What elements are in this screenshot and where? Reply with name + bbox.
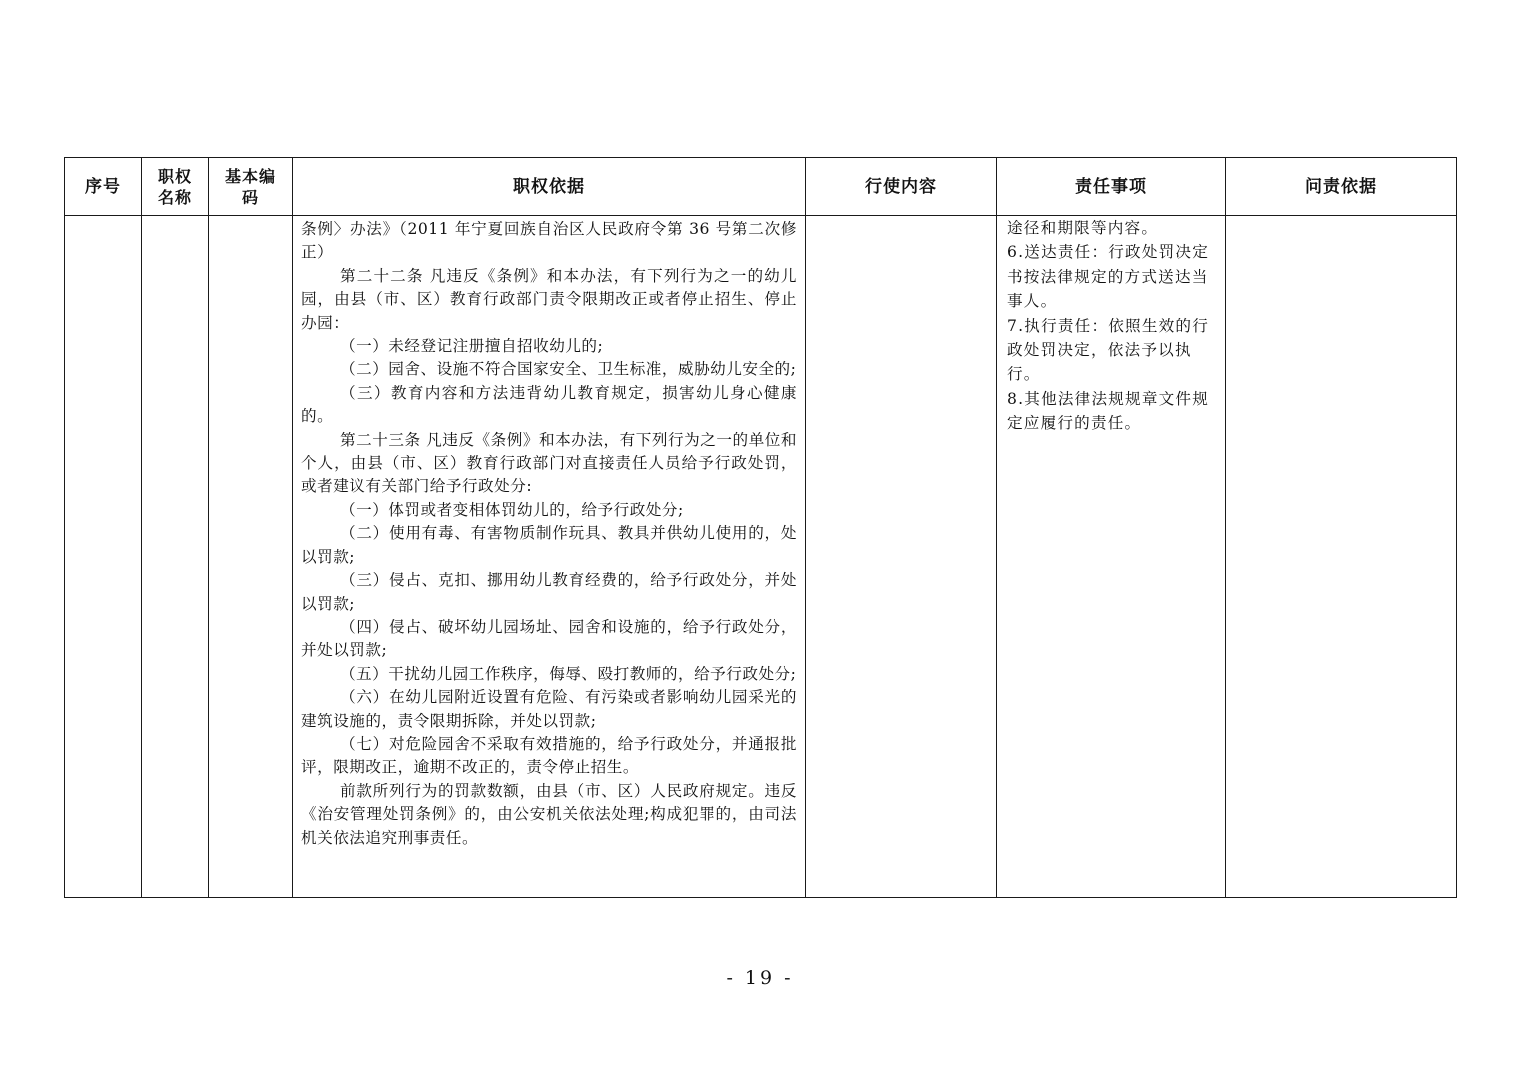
header-seq-label: 序号 <box>85 176 121 197</box>
header-code-line2: 码 <box>241 187 259 207</box>
basis-paragraph: （二）使用有毒、有害物质制作玩具、教具并供幼儿使用的，处以罚款; <box>301 524 797 566</box>
basis-paragraph: 条例〉办法》（2011 年宁夏回族自治区人民政府令第 36 号第二次修正） <box>301 220 797 262</box>
basis-paragraph: （一）未经登记注册擅自招收幼儿的; <box>340 337 604 356</box>
responsibility-paragraph: 途径和期限等内容。 <box>1007 219 1159 237</box>
header-power-name <box>142 158 209 216</box>
responsibility-text <box>997 216 1225 436</box>
basis-paragraph: （四）侵占、破坏幼儿园场址、园舍和设施的，给予行政处分，并处以罚款; <box>301 617 797 660</box>
cell-code <box>209 216 293 898</box>
header-power-name-line2: 名称 <box>157 187 192 207</box>
basis-paragraph: （三）教育内容和方法违背幼儿教育规定，损害幼儿身心健康的。 <box>301 383 797 426</box>
cell-content <box>806 216 997 898</box>
cell-responsibility <box>997 216 1226 898</box>
header-code-line1: 基本编 <box>224 166 276 186</box>
power-list-table <box>64 157 1457 898</box>
basis-paragraph: 前款所列行为的罚款数额，由县（市、区）人民政府规定。违反《治安管理处罚条例》的，由公安机关依法处理;构成犯罪的，由司法机关依法追究刑事责任。 <box>301 781 797 847</box>
table-header-row <box>65 158 1457 216</box>
cell-accountability <box>1226 216 1457 898</box>
responsibility-paragraph: 8.其他法律法规规章文件规定应履行的责任。 <box>1007 389 1210 433</box>
basis-paragraph: 第二十三条 凡违反《条例》和本办法，有下列行为之一的单位和个人，由县（市、区）教育行政部门对直接责任人员给予行政处罚，或者建议有关部门给予行政处分: <box>301 430 797 496</box>
header-responsibility <box>997 158 1226 216</box>
cell-basis <box>293 216 806 898</box>
header-responsibility-label: 责任事项 <box>1075 176 1147 197</box>
header-seq <box>65 158 142 216</box>
page-number: - 19 - <box>726 967 794 989</box>
basis-paragraph: （一）体罚或者变相体罚幼儿的，给予行政处分; <box>340 500 684 519</box>
basis-text <box>293 216 805 850</box>
header-accountability <box>1226 158 1457 216</box>
responsibility-paragraph: 7.执行责任：依照生效的行政处罚决定，依法予以执行。 <box>1007 316 1210 384</box>
header-power-name-line1: 职权 <box>157 166 192 186</box>
header-accountability-label: 问责依据 <box>1305 176 1377 197</box>
table-row <box>65 216 1457 898</box>
header-code <box>209 158 293 216</box>
basis-paragraph: （六）在幼儿园附近设置有危险、有污染或者影响幼儿园采光的建筑设施的，责令限期拆除，并处以罚款; <box>301 688 797 730</box>
header-content <box>806 158 997 216</box>
cell-seq <box>65 216 142 898</box>
cell-power-name <box>142 216 209 898</box>
responsibility-paragraph: 6.送达责任：行政处罚决定书按法律规定的方式送达当事人。 <box>1007 243 1210 311</box>
basis-paragraph: （二）园舍、设施不符合国家安全、卫生标准，威胁幼儿安全的; <box>340 360 797 379</box>
basis-paragraph: 第二十二条 凡违反《条例》和本办法，有下列行为之一的幼儿园，由县（市、区）教育行政部门责令限期改正或者停止招生、停止办园： <box>301 266 797 332</box>
basis-paragraph: （五）干扰幼儿园工作秩序，侮辱、殴打教师的，给予行政处分; <box>340 664 797 683</box>
basis-paragraph: （七）对危险园舍不采取有效措施的，给予行政处分，并通报批评，限期改正，逾期不改正的，责令停止招生。 <box>301 734 797 777</box>
header-basis-label: 职权依据 <box>513 176 585 197</box>
basis-paragraph: （三）侵占、克扣、挪用幼儿教育经费的，给予行政处分，并处以罚款; <box>301 571 797 613</box>
header-content-label: 行使内容 <box>865 176 937 197</box>
header-basis <box>293 158 806 216</box>
